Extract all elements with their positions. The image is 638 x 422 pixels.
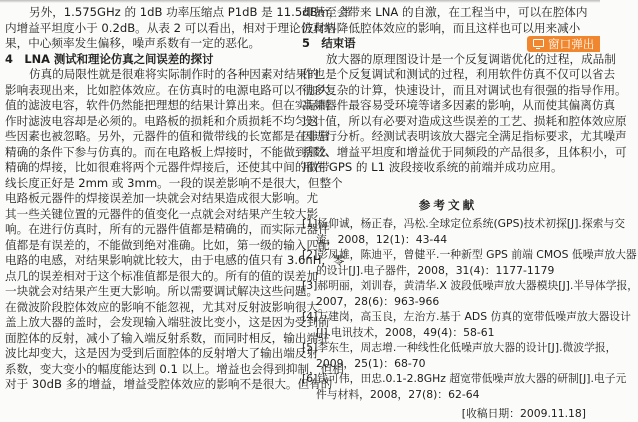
text-line: 系数，变大变小的幅度能达到 0.1 以上。增益也会得到抑制，但相 (5, 361, 344, 376)
reference-item: [5]李东生，周志增.一种线性化低噪声放大器的设计[J].微波学报， (302, 341, 617, 354)
reference-item: [3]郝明丽，刘训春，黄清华.X 波段低噪声放大器模块[J].半导体学报， (302, 279, 638, 292)
reference-item: [1]杨仰诚，杨正春，冯松.全球定位系统(GPS)技术初探[J].探索与交 (302, 217, 626, 230)
text-line: 却甚至会带来 LNA 的自激，在工程当中，可以在腔体内 (302, 5, 588, 19)
reference-item: [6]钱可伟，田忠.0.1-2.8GHz 超宽带低噪声放大器的研制[J].电子元 (302, 372, 627, 385)
text-line: 因进行分析。经测试表明该放大器完全满足指标要求，尤其噪声 (302, 129, 627, 143)
text-line: 作也是个反复调试和测试的过程，利用软件仿真不仅可以省去 (302, 67, 616, 81)
text-line: 精确的焊接，比如很难将两个元器件焊接后，还使其中间的微带 (5, 160, 330, 174)
window-popout-label: 窗口弹出 (548, 36, 595, 51)
section-heading: 4 LNA 测试和理论仿真之间误差的探讨 (5, 51, 214, 66)
monitor-icon (533, 39, 544, 47)
reference-item-continuation: 的设计[J].电子器件，2008，31(4)：1177-1179 (316, 263, 555, 277)
text-line: 作时滤波电容却是必须的。电路板的损耗和介质损耗不均匀这 (5, 113, 319, 128)
text-line: 值都是有误差的，不能做到绝对准确。比如，第一级的输入匹配 (5, 237, 330, 252)
text-line: 盖上放大器的盖时，会发现输入端驻波比变小，这是因为受到前 (5, 315, 330, 329)
text-line: 在微波阶段腔体效应的影响不能忽视，尤其对反射波影响很大。 (5, 299, 330, 314)
reference-item: [4]万建岗，高玉良，左治方.基于 ADS 仿真的宽带低噪声放大器设计 (302, 310, 631, 323)
section-heading: 5 结束语 (302, 36, 356, 50)
received-date: [收稿日期：2009.11.18] (461, 407, 586, 420)
text-line: 响。在进行仿真时，所有的元器件值都是精确的，而实际元器件 (5, 222, 330, 236)
text-line: 一块就会对结果产生更大影响。所以需要调试解决这些问题。 (5, 284, 319, 298)
text-line: 其一些关键位置的元器件的值变化一点就会对结果产生较大影 (5, 206, 319, 221)
reference-item-continuation: 2009，25(1)：68-70 (316, 356, 426, 370)
text-line: 另外，1.575GHz 的 1dB 功率压缩点 P1dB 是 11.5dBm，带 (29, 5, 353, 19)
text-line: 电路板元器件的焊接误差加一块就会对结果造成很大影响。尤 (5, 191, 319, 205)
text-line: 波比却变大，这是因为受到后面腔体的反射增大了输出端反射 (5, 346, 319, 360)
reference-item: [2]彭凤雄，陈迪平，曾健平.一种新型 GPS 前端 CMOS 低噪声放大器 (302, 248, 637, 261)
text-line: 设计值，所以有必要对造成这些误差的工艺、损耗和腔体效应原 (302, 113, 627, 128)
reference-item-continuation: [J].电讯技术，2008，49(4)：58-61 (316, 325, 495, 339)
text-line: 些因素也被忽略。另外，元器件的值和微带线的长宽都是在非常 (5, 129, 330, 143)
text-line: 果，中心频率发生偏移，噪声系数有一定的恶化。 (5, 36, 261, 50)
reference-item-continuation: 流，2008，12(1)：43-44 (316, 232, 448, 246)
text-line: 很多复杂的计算，快速设计，而且对调试也有很强的指导作用。 (302, 82, 627, 97)
text-line: 用在 GPS 的 L1 波段接收系统的前端并成功应用。 (302, 160, 563, 174)
text-line: 放大器的原理图设计是一个反复调谐优化的过程，成品制 (326, 51, 616, 66)
text-line: 点几的误差相对于这个标准值都是很大的。所有的值的误差加 (5, 268, 319, 283)
right-column (302, 5, 638, 422)
references-title: 参考文献 (418, 197, 478, 212)
text-line: 影响表现出来，比如腔体效应。在仿真时的电源电路可以不加大 (5, 82, 330, 97)
text-line: 仿真的局限性就是很难将实际制作时的各种因素对结果的 (29, 67, 319, 81)
reference-item-continuation: 2007，28(6)：963-966 (316, 294, 440, 308)
text-line: 系数、增益平坦度和增益优于同频段的产品很多，且体积小，可 (302, 144, 627, 159)
text-line: 高频器件最容易受环境等诸多因素的影响，从而使其偏离仿真 (302, 98, 616, 112)
text-line: 波材料降低腔体效应的影响，而且这样也可以用来减小 (302, 20, 581, 35)
window-popout-button[interactable] (527, 36, 600, 52)
text-line: 精确的条件下参与仿真的。而在电路板上焊接时，不能做到那么 (5, 144, 330, 159)
text-line: 电路的电感，对结果影响就比较大，由于电感的值只有 3.6nH，零 (5, 253, 345, 267)
text-line: 线长度正好是 2mm 或 3mm。一段的误差影响不是很大，但整个 (5, 175, 343, 190)
text-line: 值的滤波电容，软件仍然能把理想的结果计算出来。但在实际制 (5, 98, 330, 112)
text-line: 内增益平坦度小于 0.2dB。从表 2 可以看出，相对于理论仿真结 (5, 20, 336, 35)
reference-item-continuation: 件与材料，2008，27(8)：62-64 (316, 387, 480, 401)
text-line: 对于 30dB 多的增益，增益受腔体效应的影响不是很大。但有的 (5, 377, 333, 391)
top-rule (0, 0, 600, 3)
text-line: 面腔体的反射，减小了输入端反射系数，而同时相反，输出端驻 (5, 330, 330, 345)
